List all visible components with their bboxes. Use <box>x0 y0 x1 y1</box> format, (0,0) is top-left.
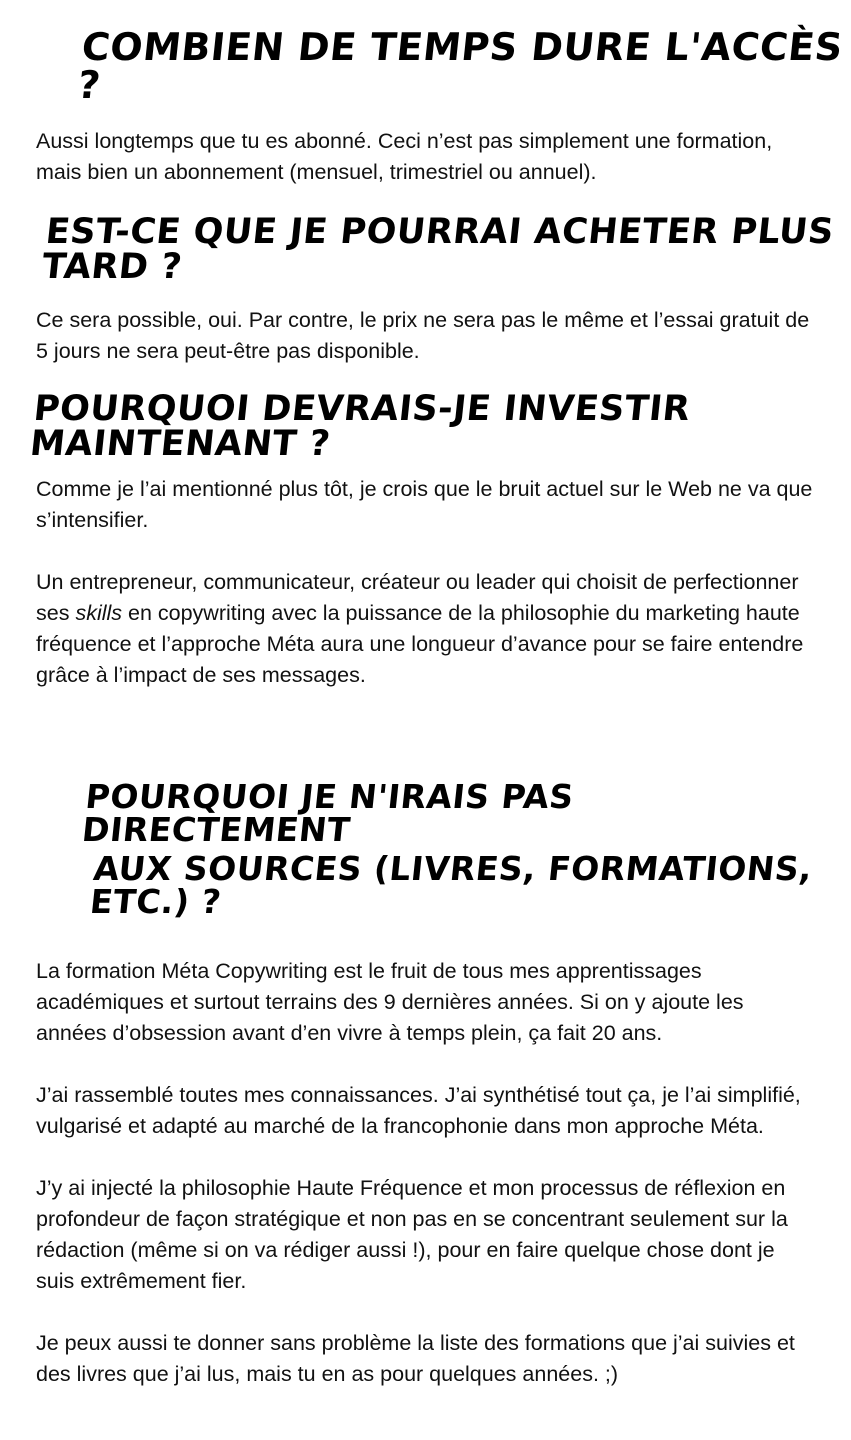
faq-item-access-duration <box>0 25 851 188</box>
faq-question-heading: EST-CE QUE JE POURRAI ACHETER PLUS TARD ? <box>40 212 836 287</box>
faq-answer-paragraph: J’ai rassemblé toutes mes connaissances. J’ai synthétisé tout ça, je l’ai simplifié, vulgarisé et adapté au marché de la francophonie dans mon approche Méta. <box>36 1083 801 1138</box>
paragraph-spacer <box>0 1142 851 1173</box>
faq-question-heading: POURQUOI JE N'IRAIS PAS DIRECTEMENT <box>80 777 576 849</box>
paragraph-spacer <box>0 536 851 567</box>
faq-question-heading-continued: AUX SOURCES (LIVRES, FORMATIONS, ETC.) ? <box>88 849 815 921</box>
paragraph-spacer <box>0 1297 851 1328</box>
faq-answer-paragraph: Ce sera possible, oui. Par contre, le prix ne sera pas le même et l’essai gratuit de 5 jours ne sera peut-être pas disponible. <box>36 308 810 363</box>
text-run: Un entrepreneur, communicateur, créateur ou leader qui choisit de perfectionner ses <box>36 570 799 625</box>
emphasis-text: skills <box>75 601 123 625</box>
faq-answer-paragraph: Aussi longtemps que tu es abonné. Ceci n’est pas simplement une formation, mais bien un abonnement (mensuel, trimestriel ou annuel). <box>36 129 773 184</box>
paragraph-spacer <box>0 1049 851 1080</box>
faq-answer-paragraph: J’y ai injecté la philosophie Haute Fréquence et mon processus de réflexion en profondeur de façon stratégique et non pas en se concentrant seulement sur la rédaction (même si on va rédiger aussi !), pour en faire quelque chose dont je suis extrêmement fier. <box>36 1176 788 1293</box>
faq-item-buy-later <box>0 212 851 367</box>
faq-question-heading: POURQUOI DEVRAIS-JE INVESTIR MAINTENANT ? <box>28 389 693 464</box>
faq-question-heading: COMBIEN DE TEMPS DURE L'ACCÈS ? <box>75 25 845 107</box>
faq-answer-paragraph: Comme je l’ai mentionné plus tôt, je crois que le bruit actuel sur le Web ne va que s’intensifier. <box>36 477 813 532</box>
faq-answer-paragraph <box>0 567 851 691</box>
faq-answer-paragraph: Je peux aussi te donner sans problème la liste des formations que j’ai suivies et des livres que j’ai lus, mais tu en as pour quelques années. ;) <box>36 1331 795 1386</box>
faq-item-invest-now <box>0 389 851 691</box>
faq-answer-paragraph: La formation Méta Copywriting est le fruit de tous mes apprentissages académiques et surtout terrains des 9 dernières années. Si on y ajoute les années d’obsession avant d’en vivre à temps plein, ça fait 20 ans. <box>36 959 744 1045</box>
faq-item-go-to-sources <box>0 777 851 1390</box>
text-run: en copywriting avec la puissance de la philosophie du marketing haute fréquence et l’approche Méta aura une longueur d’avance pour se faire entendre grâce à l’impact de ses messages. <box>36 601 804 687</box>
